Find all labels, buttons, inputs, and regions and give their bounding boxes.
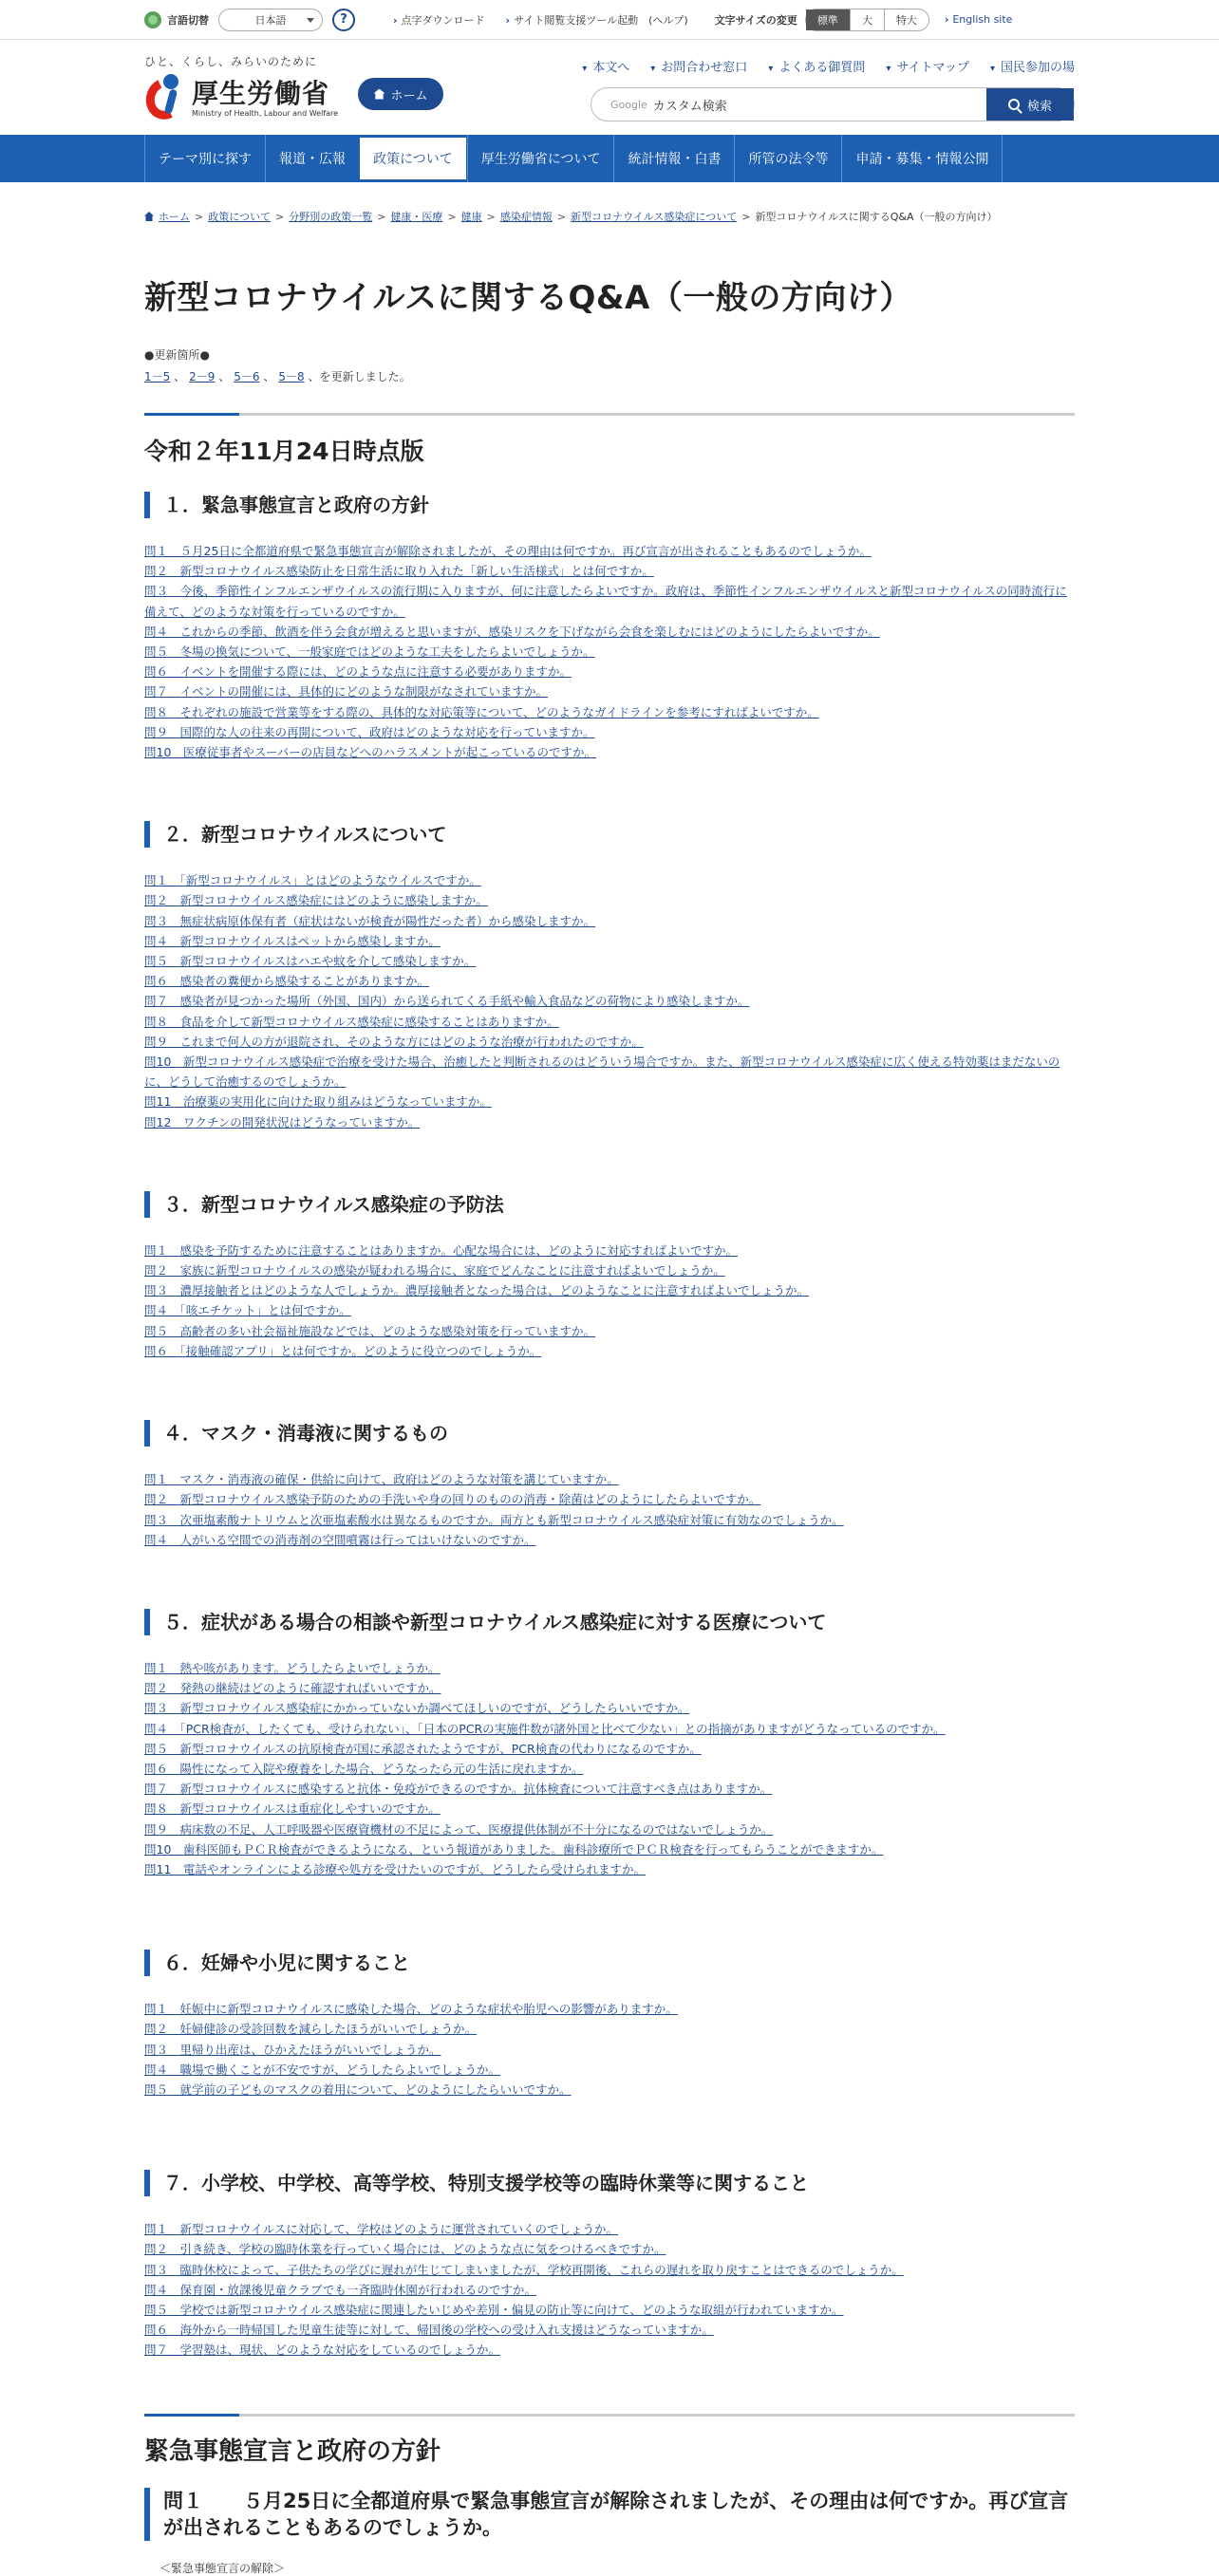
question-link[interactable]: 問１ ５月25日に全都道府県で緊急事態宣言が解除されましたが、その理由は何ですか。再び宣言が出されることもあるのでしょうか。 (144, 544, 872, 558)
language-select[interactable] (218, 9, 323, 31)
qa-sections (144, 492, 1075, 2361)
question-link[interactable]: 問５ 高齢者の多い社会福祉施設などでは、どのような感染対策を行っていますか。 (144, 1323, 596, 1338)
question-link[interactable]: 問１ 「新型コロナウイルス」とはどのようなウイルスですか。 (144, 873, 481, 888)
question-link[interactable]: 問６ 海外から一時帰国した児童生徒等に対して、帰国後の学校への受け入れ支援はどうなっていますか。 (144, 2323, 714, 2338)
tagline: ひと、くらし、みらいのために (144, 55, 318, 68)
bottom-heading: 緊急事態宣言と政府の方針 (144, 2436, 441, 2466)
header-links (561, 57, 1075, 75)
question-link[interactable]: 問２ 妊婦健診の受診回数を減らしたほうがいいでしょうか。 (144, 2022, 478, 2037)
question-link[interactable]: 問４ 「咳エチケット」とは何ですか。 (144, 1303, 351, 1318)
question-link[interactable]: 問３ 無症状病原体保有者（症状はないが検査が陽性だった者）から感染しますか。 (144, 913, 596, 928)
question-link[interactable]: 問２ 新型コロナウイルス感染症にはどのように感染しますか。 (144, 893, 488, 908)
question-link[interactable]: 問１ マスク・消毒液の確保・供給に向けて、政府はどのような対策を講じていますか。 (144, 1472, 619, 1487)
qa-section (144, 1420, 1075, 1550)
update-links: 1－5 、 2－9 、 5－6 、 5－8 、を更新しました。 (144, 370, 411, 383)
font-size-label: 文字サイズの変更 (714, 13, 797, 27)
search-placeholder: カスタム検索 (652, 99, 727, 114)
divider (144, 2414, 1075, 2417)
question-link[interactable]: 問１ 熱や咳があります。どうしたらよいでしょうか。 (144, 1660, 441, 1675)
question-list (144, 2219, 1075, 2360)
question-link[interactable]: 問２ 家族に新型コロナウイルスの感染が疑われる場合に、家庭でどんなことに注意すればよいでしょうか。 (144, 1263, 725, 1279)
question-link[interactable]: 問６ イベントを開催する際には、どのような点に注意する必要がありますか。 (144, 664, 572, 680)
update-link-1[interactable]: 1－5 (144, 370, 171, 383)
update-link-3[interactable]: 5－6 (234, 370, 260, 383)
english-site-link[interactable]: › English site (945, 13, 1013, 26)
question-list (144, 1241, 1075, 1361)
section-heading: ３．新型コロナウイルス感染症の予防法 (144, 1191, 1075, 1218)
question-link[interactable]: 問４ 「PCR検査が、したくても、受けられない」、「日本のPCRの実施件数が諸外国と比べて少ない」との指摘がありますがどうなっているのですか。 (144, 1721, 946, 1736)
breadcrumb-home[interactable]: ホーム (159, 211, 190, 223)
question-link[interactable]: 問４ これからの季節、飲酒を伴う会食が増えると思いますが、感染リスクを下げながら会食を楽しむにはどのようにしたらよいですか。 (144, 624, 880, 639)
breadcrumb-covid[interactable]: 新型コロナウイルス感染症について (571, 211, 738, 223)
question-link[interactable]: 問４ 保育園・放課後児童クラブでも一斉臨時休園が行われるのですか。 (144, 2282, 536, 2297)
font-size-standard[interactable]: 標準 (806, 9, 851, 30)
skip-to-content-link[interactable]: ▾ 本文へ (582, 57, 629, 75)
google-label: Google (610, 98, 647, 111)
question-list (144, 1999, 1075, 2100)
question-link[interactable]: 問２ 新型コロナウイルス感染防止を日常生活に取り入れた「新しい生活様式」とは何ですか。 (144, 564, 654, 579)
page-title: 新型コロナウイルスに関するQ&A（一般の方向け） (144, 279, 912, 317)
breadcrumb-health-medical[interactable]: 健康・医療 (390, 211, 443, 223)
question-link[interactable]: 問１ 感染を予防するために注意することはありますか。心配な場合には、どのように対応すればよいですか。 (144, 1242, 739, 1258)
divider (144, 413, 1075, 416)
question-link[interactable]: 問６ 「接触確認アプリ」とは何ですか。どのように役立つのでしょうか。 (144, 1343, 542, 1358)
help-icon[interactable]: ? (332, 9, 355, 31)
update-label: ●更新箇所● (144, 348, 210, 362)
question-link[interactable]: 問８ それぞれの施設で営業等をする際の、具体的な対応策等について、どのようなガイドラインを参考にすればよいですか。 (144, 704, 819, 719)
question-link[interactable]: 問２ 発熱の継続はどのように確認すればいいですか。 (144, 1681, 441, 1696)
logo-text-jp: 厚生労働省 (192, 77, 330, 109)
question-link[interactable]: 問３ 次亜塩素酸ナトリウムと次亜塩素酸水は異なるものですか。両方とも新型コロナウイルス感染症対策に有効なのでしょうか。 (144, 1512, 844, 1527)
question-link[interactable]: 問４ 人がいる空間での消毒剤の空間噴霧は行ってはいけないのですか。 (144, 1532, 536, 1547)
search-box (591, 87, 1075, 121)
question-link[interactable]: 問４ 新型コロナウイルスはペットから感染しますか。 (144, 933, 441, 948)
language-label: 言語切替 (167, 13, 209, 27)
section-heading: ６．妊婦や小児に関すること (144, 1950, 1075, 1976)
question-link[interactable]: 問４ 職場で働くことが不安ですが、どうしたらよいでしょうか。 (144, 2062, 501, 2077)
site-header (0, 40, 1219, 135)
accessibility-tool-link[interactable]: › サイト閲覧支援ツール起動 (ヘルプ) (506, 12, 688, 28)
question-link[interactable]: 問２ 引き続き、学校の臨時休業を行っていく場合には、どのような点に気をつけるべきですか。 (144, 2242, 666, 2257)
breadcrumb-fields[interactable]: 分野別の政策一覧 (289, 211, 373, 223)
main-content (144, 209, 1075, 2576)
question-link[interactable]: 問６ 陽性になって入院や療養をした場合、どうなったら元の生活に戻れますか。 (144, 1761, 584, 1776)
question-link[interactable]: 問10 新型コロナウイルス感染症で治療を受けた場合、治癒したと判断されるのはどういう場合ですか。また、新型コロナウイルス感染症に広く使える特効薬はまだないのに、どうして治癒するのでしょうか。 (144, 1055, 1060, 1090)
update-suffix: を更新しました。 (319, 370, 411, 383)
qa-section (144, 1609, 1075, 1879)
font-size-large[interactable]: 大 (851, 9, 885, 30)
utility-bar (0, 0, 1219, 40)
faq-link[interactable]: ▾ よくある御質問 (768, 57, 865, 75)
section-heading: ４．マスク・消毒液に関するもの (144, 1420, 1075, 1447)
search-input[interactable] (591, 88, 986, 121)
nav-item-statistics[interactable]: 統計情報・白書 (613, 135, 734, 182)
question-link[interactable]: 問９ 病床数の不足、人工呼吸器や医療資機材の不足によって、医療提供体制が不十分になるのではないでしょうか。 (144, 1821, 774, 1837)
question-link[interactable]: 問12 ワクチンの開発状況はどうなっていますか。 (144, 1114, 421, 1129)
search-button[interactable] (986, 88, 1074, 121)
logo-text-en: Ministry of Health, Labour and Welfare (192, 108, 339, 118)
qa-section (144, 1950, 1075, 2100)
home-icon (373, 89, 384, 100)
breadcrumb-policy[interactable]: 政策について (208, 211, 271, 223)
nav-item-laws[interactable]: 所管の法令等 (734, 135, 841, 182)
nav-item-policy[interactable]: 政策について (359, 137, 467, 180)
search-button-label: 検索 (1026, 99, 1052, 114)
mhlw-logo-icon (144, 72, 192, 123)
sitemap-link[interactable]: ▾ サイトマップ (886, 57, 969, 75)
public-participation-link[interactable]: ▾ 国民参加の場 (990, 57, 1075, 75)
site-logo[interactable] (144, 72, 338, 123)
globe-icon (144, 11, 161, 28)
global-nav (0, 135, 1219, 182)
nav-item-about[interactable]: 厚生労働省について (467, 135, 614, 182)
qa-section (144, 821, 1075, 1132)
question-link[interactable]: 問11 治療薬の実用化に向けた取り組みはどうなっていますか。 (144, 1094, 492, 1110)
breadcrumb: ホーム > 政策について > 分野別の政策一覧 > 健康・医療 > 健康 > 感染症情報 > 新型コロナウイルス感染症について > 新型コロナウイルスに関するQ&A（一般の方向け） (144, 209, 1075, 224)
question-list (144, 1469, 1075, 1550)
search-icon (1008, 99, 1020, 110)
question-link[interactable]: 問10 歯科医師もＰＣＲ検査ができるようになる、という報道がありました。歯科診療所でＰＣＲ検査を行ってもらうことができますか。 (144, 1841, 884, 1857)
section-heading: ５．症状がある場合の相談や新型コロナウイルス感染症に対する医療について (144, 1609, 1075, 1635)
qa-section (144, 1191, 1075, 1361)
qa-section (144, 2170, 1075, 2360)
question-link[interactable]: 問１ 新型コロナウイルスに対応して、学校はどのように運営されていくのでしょうか。 (144, 2222, 619, 2237)
question-link[interactable]: 問５ 冬場の換気について、一般家庭ではどのような工夫をしたらよいでしょうか。 (144, 644, 595, 660)
language-value: 日本語 (254, 13, 287, 27)
nav-item-applications[interactable]: 申請・募集・情報公開 (841, 135, 1003, 182)
update-link-4[interactable]: 5－8 (278, 370, 305, 383)
question-heading: 問１ ５月25日に全都道府県で緊急事態宣言が解除されましたが、その理由は何ですか。再び宣言が出されることもあるのでしょうか。 (144, 2488, 1075, 2541)
question-link[interactable]: 問２ 新型コロナウイルス感染予防のための手洗いや身の回りのものの消毒・除菌はどのようにしたらよいですか。 (144, 1492, 761, 1507)
section-heading: ２．新型コロナウイルスについて (144, 821, 1075, 848)
nav-item-themes[interactable]: テーマ別に探す (144, 135, 265, 182)
question-link[interactable]: 問３ 臨時休校によって、子供たちの学びに遅れが生じてしまいましたが、学校再開後、これらの遅れを取り戻すことはできるのでしょうか。 (144, 2262, 904, 2277)
breadcrumb-infectious[interactable]: 感染症情報 (499, 211, 553, 223)
breadcrumb-health[interactable]: 健康 (460, 211, 482, 223)
chevron-down-icon (307, 18, 314, 23)
breadcrumb-current: 新型コロナウイルスに関するQ&A（一般の方向け） (755, 211, 998, 223)
utility-links (393, 12, 709, 28)
question-link[interactable]: 問９ これまで何人の方が退院され、そのような方にはどのような治療が行われたのですか。 (144, 1034, 644, 1049)
question-link[interactable]: 問11 電話やオンラインによる診療や処方を受けたいのですが、どうしたら受けられますか。 (144, 1861, 647, 1876)
font-size-group (805, 9, 929, 31)
nav-item-press[interactable]: 報道・広報 (265, 135, 359, 182)
question-link[interactable]: 問７ 学習塾は、現状、どのような対応をしているのでしょうか。 (144, 2343, 501, 2358)
edition-heading: 令和２年11月24日時点版 (144, 438, 424, 465)
question-link[interactable]: 問10 医療従事者やスーパーの店員などへのハラスメントが起こっているのですか。 (144, 745, 597, 760)
question-link[interactable]: 問１ 妊娠中に新型コロナウイルスに感染した場合、どのような症状や胎児への影響がありますか。 (144, 2002, 678, 2017)
question-link[interactable]: 問６ 感染者の糞便から感染することがありますか。 (144, 974, 430, 989)
home-icon (144, 212, 154, 221)
question-list (144, 870, 1075, 1132)
question-link[interactable]: 問５ 学校では新型コロナウイルス感染症に関連したいじめや差別・偏見の防止等に向けて、どのような取組が行われていますか。 (144, 2302, 844, 2317)
question-link[interactable]: 問３ 濃厚接触者とはどのような人でしょうか。濃厚接触者となった場合は、どのようなことに注意すればよいでしょうか。 (144, 1283, 810, 1298)
braille-download-link[interactable]: › 点字ダウンロード (393, 12, 485, 28)
question-link[interactable]: 問９ 国際的な人の往来の再開について、政府はどのような対応を行っていますか。 (144, 724, 595, 739)
question-link[interactable]: 問３ 里帰り出産は、ひかえたほうがいいでしょうか。 (144, 2042, 441, 2057)
contact-link[interactable]: ▾ お問合わせ窓口 (650, 57, 747, 75)
home-button[interactable] (358, 78, 443, 110)
question-link[interactable]: 問３ 新型コロナウイルス感染症にかかっていないか調べてほしいのですが、どうしたらいいですか。 (144, 1701, 690, 1716)
sub-note: ＜緊急事態宣言の解除＞ (159, 2561, 286, 2575)
question-link[interactable]: 問８ 新型コロナウイルスは重症化しやすいのですか。 (144, 1801, 441, 1817)
home-button-label: ホーム (390, 88, 428, 103)
question-link[interactable]: 問７ イベントの開催には、具体的にどのような制限がなされていますか。 (144, 684, 549, 700)
question-link[interactable]: 問５ 就学前の子どものマスクの着用について、どのようにしたらいいですか。 (144, 2081, 572, 2097)
question-link[interactable]: 問７ 新型コロナウイルスに感染すると抗体・免疫ができるのですか。抗体検査について注意すべき点はありますか。 (144, 1782, 773, 1797)
question-list (144, 1658, 1075, 1879)
question-link[interactable]: 問８ 食品を介して新型コロナウイルス感染症に感染することはありますか。 (144, 1014, 559, 1029)
section-heading: ７．小学校、中学校、高等学校、特別支援学校等の臨時休業等に関すること (144, 2170, 1075, 2196)
qa-section (144, 492, 1075, 762)
update-link-2[interactable]: 2－9 (189, 370, 216, 383)
section-heading: １．緊急事態宣言と政府の方針 (144, 492, 1075, 518)
question-link[interactable]: 問５ 新型コロナウイルスはハエや蚊を介して感染しますか。 (144, 954, 477, 969)
question-link[interactable]: 問５ 新型コロナウイルスの抗原検査が国に承認されたようですが、PCR検査の代わりになるのですか。 (144, 1741, 702, 1756)
question-list (144, 541, 1075, 762)
question-link[interactable]: 問７ 感染者が見つかった場所（外国、国内）から送られてくる手紙や輸入食品などの荷物により感染しますか。 (144, 994, 750, 1009)
font-size-xlarge[interactable]: 特大 (895, 13, 917, 27)
question-link[interactable]: 問３ 今後、季節性インフルエンザウイルスの流行期に入りますが、何に注意したらよいですか。政府は、季節性インフルエンザウイルスと新型コロナウイルスの同時流行に備えて、どのような対策を行っているのですか。 (144, 584, 1067, 619)
